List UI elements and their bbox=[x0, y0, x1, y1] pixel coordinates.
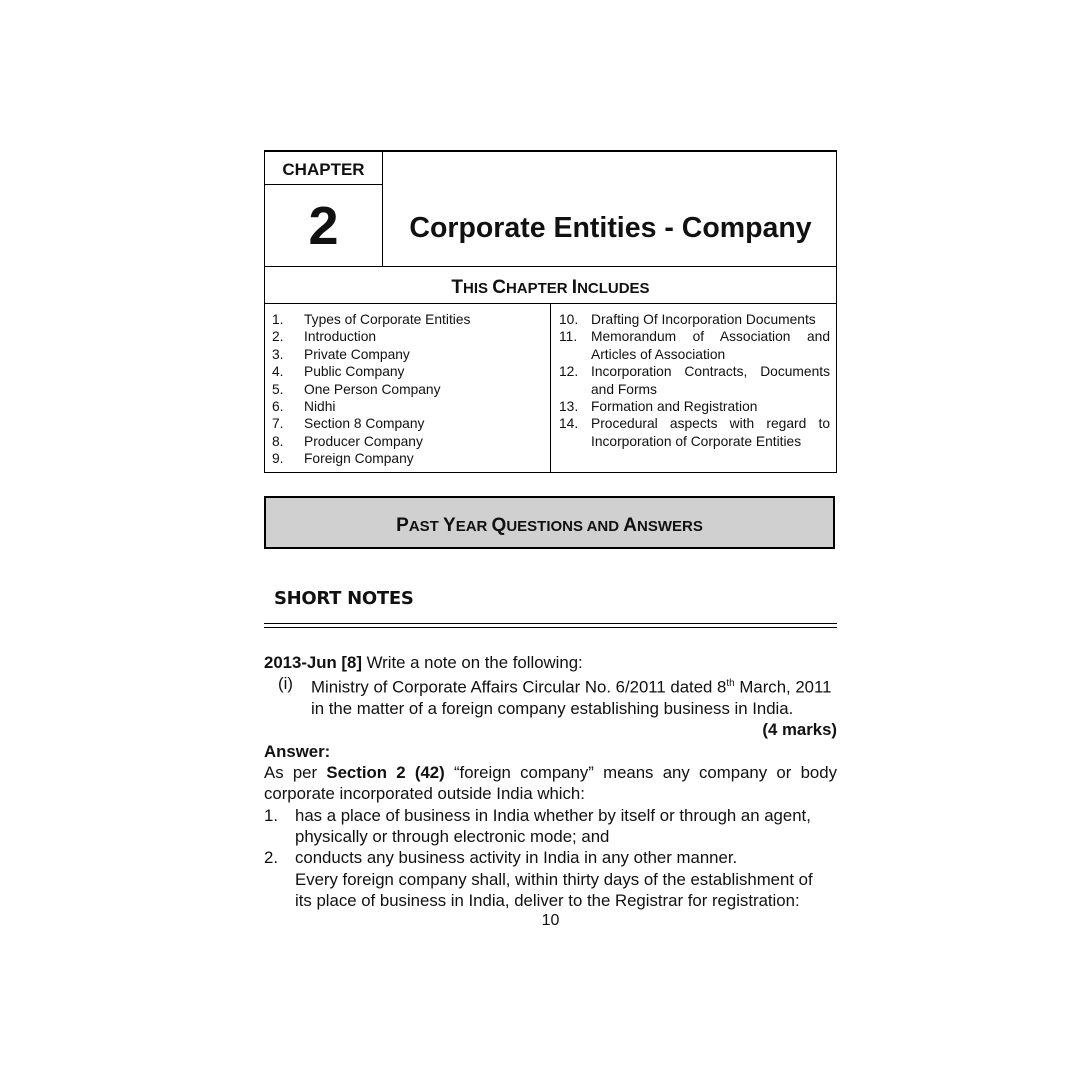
list-item: 12. Incorporation Contracts, Documents and Forms bbox=[559, 364, 830, 397]
divider bbox=[264, 623, 837, 624]
chapter-includes-table bbox=[264, 266, 837, 473]
list-item: 14. Procedural aspects with regard to Incorporation of Corporate Entities bbox=[559, 416, 830, 449]
past-year-banner: PAST YEAR QUESTIONS AND ANSWERS bbox=[264, 496, 835, 549]
question-tag: 2013-Jun [8] bbox=[264, 653, 362, 672]
chapter-number: 2 bbox=[308, 196, 339, 256]
chapter-header bbox=[264, 150, 837, 267]
includes-right-column bbox=[551, 304, 836, 472]
divider bbox=[264, 627, 837, 628]
document-page bbox=[264, 150, 837, 929]
answer-label: Answer: bbox=[264, 741, 331, 761]
question-item: (i) Ministry of Corporate Affairs Circular No. 6/2011 dated 8th March, 2011 in the matter of a foreign company establishing business in India. bbox=[278, 674, 832, 719]
list-item: 1. has a place of business in India whether by itself or through an agent, physically or through electronic mode; and bbox=[264, 805, 811, 846]
answer-paragraph-line: Every foreign company shall, within thirty days of the establishment of bbox=[295, 869, 813, 889]
list-item: 11. Memorandum of Association and Articles of Association bbox=[559, 329, 830, 362]
includes-heading: THIS CHAPTER INCLUDES bbox=[265, 267, 836, 304]
includes-left-column bbox=[265, 304, 551, 472]
chapter-number-box bbox=[265, 152, 383, 267]
answer-paragraph: As per Section 2 (42) “foreign company” means any company or body bbox=[264, 763, 837, 783]
body-text bbox=[264, 652, 837, 911]
page-number: 10 bbox=[541, 912, 560, 929]
list-item: 9. Foreign Company bbox=[272, 451, 414, 467]
list-item: 6. Nidhi bbox=[272, 399, 336, 415]
list-item: 2. Introduction bbox=[272, 329, 377, 345]
answer-paragraph-line: corporate incorporated outside India which: bbox=[264, 784, 585, 804]
answer-paragraph-line: its place of business in India, deliver to the Registrar for registration: bbox=[295, 890, 800, 910]
list-item: 7. Section 8 Company bbox=[272, 416, 425, 432]
question-line: 2013-Jun [8] Write a note on the following: bbox=[264, 653, 583, 672]
list-item: 5. One Person Company bbox=[272, 381, 441, 397]
chapter-title: Corporate Entities - Company bbox=[409, 212, 812, 244]
marks-label: (4 marks) bbox=[762, 720, 837, 740]
list-item: 1. Types of Corporate Entities bbox=[272, 312, 471, 327]
list-item: 13. Formation and Registration bbox=[559, 399, 758, 415]
chapter-label: CHAPTER bbox=[265, 152, 382, 185]
list-item: 2. conducts any business activity in India in any other manner. bbox=[264, 848, 738, 868]
section-heading: SHORT NOTES bbox=[274, 588, 414, 609]
list-item: 8. Producer Company bbox=[272, 433, 423, 449]
list-item: 4. Public Company bbox=[272, 364, 405, 380]
list-item: 3. Private Company bbox=[272, 346, 410, 362]
list-item: 10. Drafting Of Incorporation Documents bbox=[559, 312, 816, 327]
